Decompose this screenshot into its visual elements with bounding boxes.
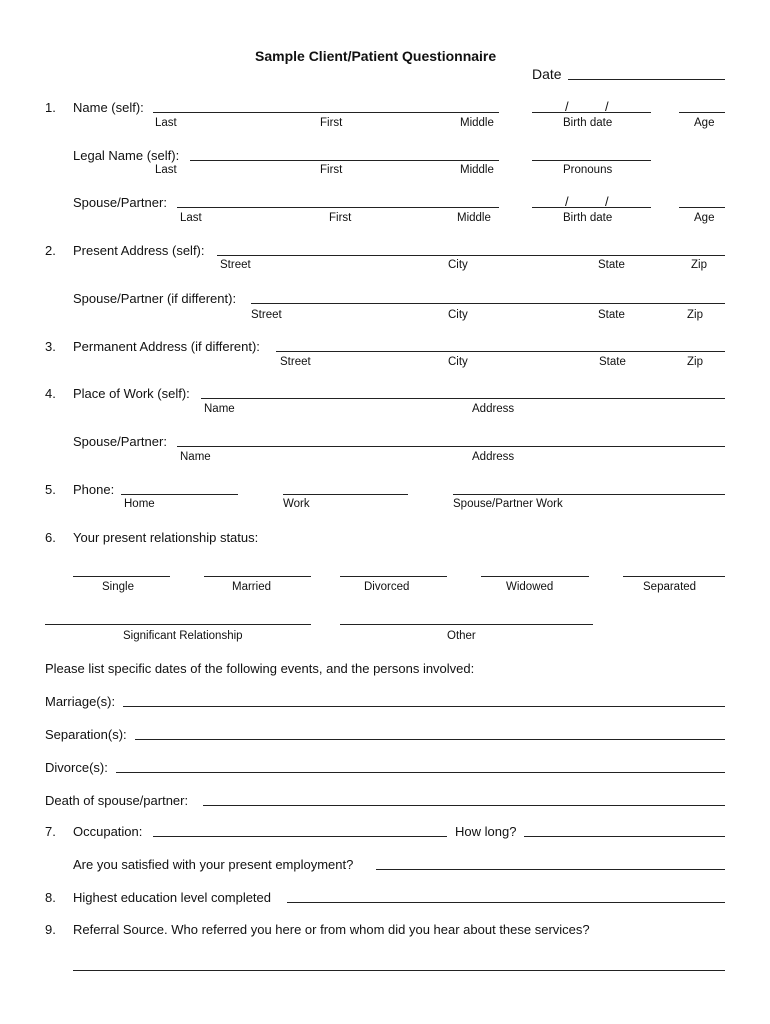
work-phone-field[interactable]	[283, 494, 408, 495]
birth-date-slash: /	[605, 194, 609, 209]
age-caption: Age	[694, 117, 715, 129]
legal-name-label: Legal Name (self):	[73, 148, 180, 163]
spouse-name-field[interactable]	[177, 207, 499, 208]
name-self-label: Name (self):	[73, 100, 144, 115]
permanent-address-label: Permanent Address (if different):	[73, 339, 260, 354]
state-caption: State	[599, 356, 626, 368]
other-caption: Other	[447, 630, 476, 642]
q7-number: 7.	[45, 824, 56, 839]
street-caption: Street	[251, 309, 282, 321]
zip-caption: Zip	[687, 356, 703, 368]
divorced-field[interactable]	[340, 576, 447, 577]
how-long-field[interactable]	[524, 836, 725, 837]
place-of-work-label: Place of Work (self):	[73, 386, 190, 401]
middle-caption: Middle	[460, 164, 494, 176]
satisfied-label: Are you satisfied with your present employment?	[73, 857, 354, 872]
birth-date-slash: /	[565, 99, 569, 114]
present-address-field[interactable]	[217, 255, 725, 256]
zip-caption: Zip	[691, 259, 707, 271]
last-caption: Last	[180, 212, 202, 224]
events-intro: Please list specific dates of the following events, and the persons involved:	[45, 661, 475, 676]
status-option-single: Single	[102, 581, 134, 593]
relationship-status-label: Your present relationship status:	[73, 530, 259, 545]
how-long-label: How long?	[455, 824, 517, 839]
marriage-label: Marriage(s):	[45, 694, 116, 709]
married-field[interactable]	[204, 576, 311, 577]
education-field[interactable]	[287, 902, 725, 903]
single-field[interactable]	[73, 576, 170, 577]
middle-caption: Middle	[457, 212, 491, 224]
state-caption: State	[598, 259, 625, 271]
first-caption: First	[320, 164, 343, 176]
spouse-address-label: Spouse/Partner (if different):	[73, 291, 237, 306]
significant-relationship-caption: Significant Relationship	[123, 630, 243, 642]
spouse-birth-date-field[interactable]	[532, 207, 651, 208]
referral-label: Referral Source. Who referred you here or from whom did you hear about these services?	[73, 922, 590, 937]
birth-date-caption: Birth date	[563, 212, 613, 224]
birth-date-caption: Birth date	[563, 117, 613, 129]
marriage-field[interactable]	[123, 706, 725, 707]
name-caption: Name	[204, 403, 235, 415]
spouse-work-phone-field[interactable]	[453, 494, 725, 495]
q2-number: 2.	[45, 243, 56, 258]
q5-number: 5.	[45, 482, 56, 497]
spouse-age-field[interactable]	[679, 207, 725, 208]
status-option-divorced: Divorced	[364, 581, 410, 593]
education-label: Highest education level completed	[73, 890, 272, 905]
widowed-field[interactable]	[481, 576, 589, 577]
status-option-married: Married	[232, 581, 271, 593]
q1-number: 1.	[45, 100, 56, 115]
address-caption: Address	[472, 403, 515, 415]
permanent-address-field[interactable]	[276, 351, 725, 352]
death-label: Death of spouse/partner:	[45, 793, 189, 808]
q4-number: 4.	[45, 386, 56, 401]
q6-number: 6.	[45, 530, 56, 545]
place-of-work-field[interactable]	[201, 398, 725, 399]
address-caption: Address	[472, 451, 515, 463]
birth-date-slash: /	[605, 99, 609, 114]
city-caption: City	[448, 356, 468, 368]
spouse-work-field[interactable]	[177, 446, 725, 447]
last-caption: Last	[155, 164, 177, 176]
present-address-label: Present Address (self):	[73, 243, 205, 258]
occupation-field[interactable]	[153, 836, 447, 837]
separation-label: Separation(s):	[45, 727, 127, 742]
q8-number: 8.	[45, 890, 56, 905]
q9-number: 9.	[45, 922, 56, 937]
age-caption: Age	[694, 212, 715, 224]
spouse-name-label: Spouse/Partner:	[73, 195, 167, 210]
spouse-work-label: Spouse/Partner:	[73, 434, 167, 449]
status-option-widowed: Widowed	[506, 581, 554, 593]
divorce-label: Divorce(s):	[45, 760, 108, 775]
home-caption: Home	[124, 498, 155, 510]
legal-name-field[interactable]	[190, 160, 499, 161]
divorce-field[interactable]	[116, 772, 725, 773]
phone-label: Phone:	[73, 482, 115, 497]
home-phone-field[interactable]	[121, 494, 238, 495]
spouse-work-caption: Spouse/Partner Work	[453, 498, 563, 510]
status-option-separated: Separated	[643, 581, 697, 593]
middle-caption: Middle	[460, 117, 494, 129]
city-caption: City	[448, 259, 468, 271]
separation-field[interactable]	[135, 739, 725, 740]
street-caption: Street	[220, 259, 251, 271]
birth-date-slash: /	[565, 194, 569, 209]
occupation-label: Occupation:	[73, 824, 143, 839]
city-caption: City	[448, 309, 468, 321]
first-caption: First	[329, 212, 352, 224]
q3-number: 3.	[45, 339, 56, 354]
state-caption: State	[598, 309, 625, 321]
pronouns-field[interactable]	[532, 160, 651, 161]
date-label: Date	[532, 66, 562, 82]
work-caption: Work	[283, 498, 310, 510]
last-caption: Last	[155, 117, 177, 129]
pronouns-caption: Pronouns	[563, 164, 613, 176]
significant-relationship-field[interactable]	[45, 624, 311, 625]
separated-field[interactable]	[623, 576, 725, 577]
referral-field[interactable]	[73, 970, 725, 971]
other-status-field[interactable]	[340, 624, 593, 625]
street-caption: Street	[280, 356, 311, 368]
death-field[interactable]	[203, 805, 725, 806]
first-caption: First	[320, 117, 343, 129]
spouse-address-field[interactable]	[251, 303, 725, 304]
zip-caption: Zip	[687, 309, 703, 321]
satisfied-field[interactable]	[376, 869, 725, 870]
birth-date-field[interactable]	[532, 112, 651, 113]
page-title: Sample Client/Patient Questionnaire	[255, 48, 497, 64]
name-self-field[interactable]	[153, 112, 499, 113]
age-field[interactable]	[679, 112, 725, 113]
date-field[interactable]	[568, 79, 725, 80]
name-caption: Name	[180, 451, 211, 463]
